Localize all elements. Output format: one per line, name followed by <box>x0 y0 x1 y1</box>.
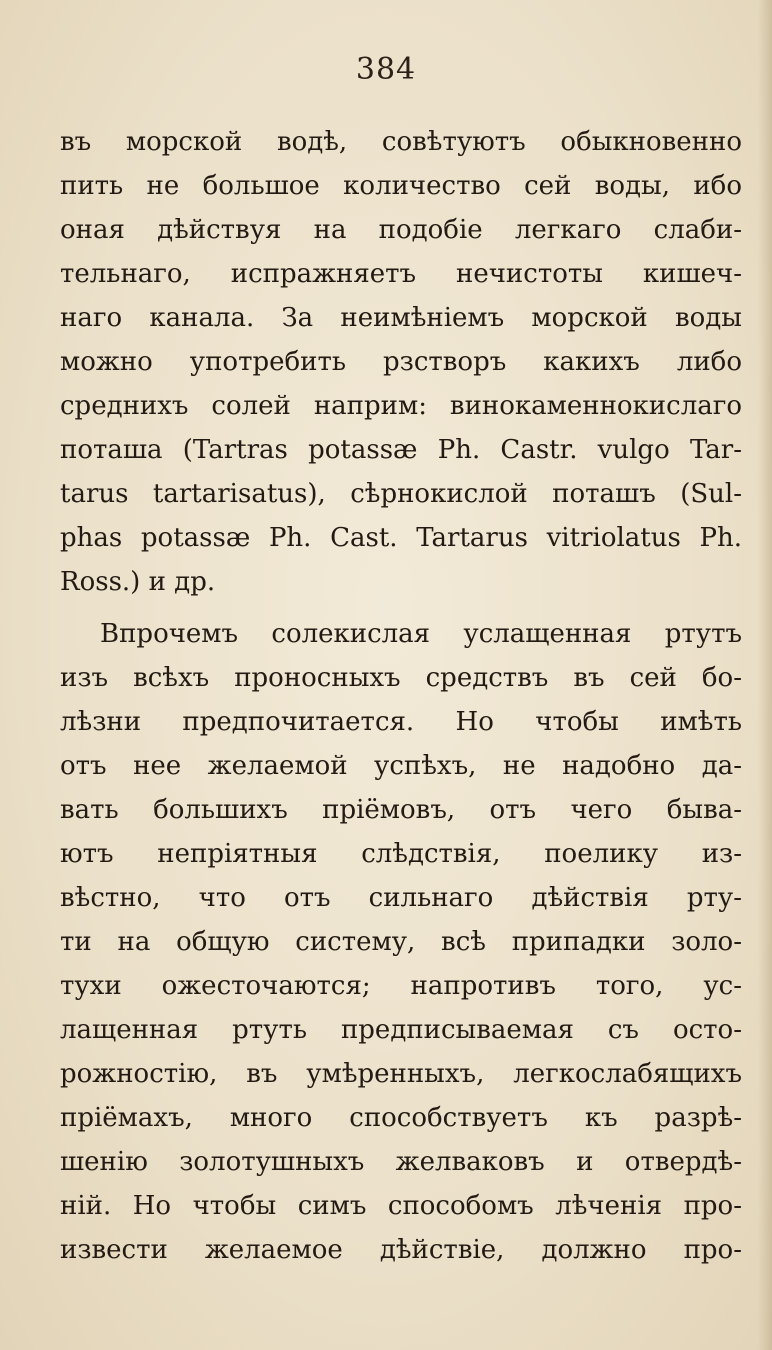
text-line: изъ всѣхъ проносныхъ средствъ въ сей бо- <box>60 663 742 693</box>
page-number: 384 <box>355 52 417 87</box>
text-line: Ross.) и др. <box>60 567 216 597</box>
text-line: пить не большое количество сей воды, ибо <box>60 171 742 201</box>
text-line: отъ нее желаемой успѣхъ, не надобно да- <box>60 751 742 781</box>
text-line: phas potassæ Ph. Cast. Tartarus vitriolatus Ph. <box>60 523 742 553</box>
text-line: пріёмахъ, много способствуетъ къ разрѣ- <box>60 1103 742 1133</box>
text-line: тухи ожесточаются; напротивъ того, ус- <box>60 971 742 1001</box>
page-edge-shadow <box>758 0 772 1350</box>
text-line: лащенная ртуть предписываемая съ осто- <box>60 1015 742 1045</box>
text-line: лѣзни предпочитается. Но чтобы имѣть <box>60 707 742 737</box>
text-line: шенію золотушныхъ желваковъ и отвердѣ- <box>60 1147 742 1177</box>
text-line: Впрочемъ солекислая услащенная ртутъ <box>100 619 742 649</box>
text-line: рожностію, въ умѣренныхъ, легкослабящихъ <box>60 1059 742 1089</box>
text-line: можно употребить рзстворъ какихъ либо <box>60 347 742 377</box>
text-line: ютъ непріятныя слѣдствія, поелику из- <box>60 839 742 869</box>
text-line: ній. Но чтобы симъ способомъ лѣченія про- <box>60 1191 742 1221</box>
text-line: вѣстно, что отъ сильнаго дѣйствія рту- <box>60 883 742 913</box>
text-line: tarus tartarisatus), сѣрнокислой поташъ (Sul- <box>60 479 742 509</box>
text-line: тельнаго, испражняетъ нечистоты кишеч- <box>60 259 742 289</box>
text-line: среднихъ солей наприм: винокаменнокислаго <box>60 391 742 421</box>
text-line: наго канала. За неимѣніемъ морской воды <box>60 303 742 333</box>
text-line: вать большихъ пріёмовъ, отъ чего быва- <box>60 795 742 825</box>
text-line: оная дѣйствуя на подобіе легкаго слаби- <box>60 215 742 245</box>
text-line: ти на общую систему, всѣ припадки золо- <box>60 927 742 957</box>
text-line: извести желаемое дѣйствіе, должно про- <box>60 1235 742 1265</box>
text-line: въ морской водѣ, совѣтуютъ обыкновенно <box>60 127 742 157</box>
text-line: поташа (Tartras potassæ Ph. Castr. vulgo Tar- <box>60 435 742 465</box>
